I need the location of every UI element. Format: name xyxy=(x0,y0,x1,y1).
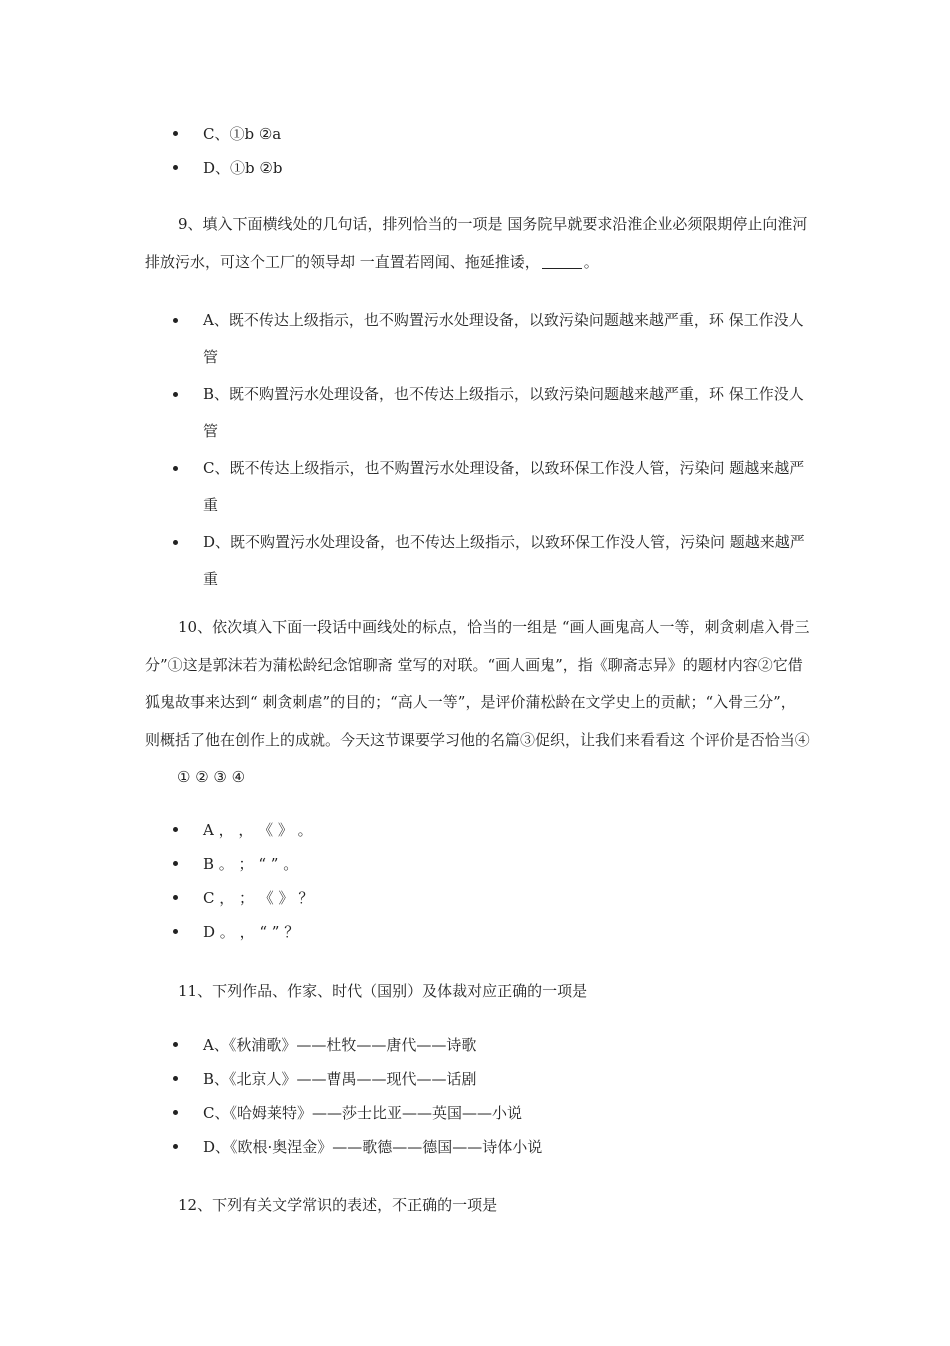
q9-options xyxy=(0,302,950,598)
bullet-icon xyxy=(173,540,178,545)
q8-option-d[interactable] xyxy=(0,151,950,185)
option-text: D、①b ②b xyxy=(203,159,283,177)
bullet-icon xyxy=(173,895,178,900)
option-text: B 。 ； “ ” 。 xyxy=(203,855,299,873)
q12-stem xyxy=(145,1190,810,1220)
q11-options xyxy=(0,1028,950,1164)
option-text: C、既不传达上级指示，也不购置污水处理设备，以致环保工作没人管，污染问 题越来越严重 xyxy=(203,459,805,514)
q10-option-c[interactable] xyxy=(0,881,950,915)
q9-stem xyxy=(145,206,810,281)
q9-stem-end: 。 xyxy=(583,252,599,271)
bullet-icon xyxy=(173,861,178,866)
option-text: B、既不购置污水处理设备，也不传达上级指示，以致污染问题越来越严重，环 保工作没人管 xyxy=(203,385,804,440)
option-text: D、《欧根·奥涅金》——歌德——德国——诗体小说 xyxy=(203,1138,543,1156)
option-text: A ， ， 《 》 。 xyxy=(203,821,313,839)
q11-stem-text: 11、下列作品、作家、时代（国别）及体裁对应正确的一项是 xyxy=(178,982,588,1000)
bullet-icon xyxy=(173,1144,178,1149)
q10-options xyxy=(0,813,950,949)
q10-option-a[interactable] xyxy=(0,813,950,847)
bullet-icon xyxy=(173,827,178,832)
q11-option-a[interactable] xyxy=(0,1028,950,1062)
bullet-icon xyxy=(173,392,178,397)
q8-option-c[interactable] xyxy=(0,117,950,151)
bullet-icon xyxy=(173,165,178,170)
q11-option-d[interactable] xyxy=(0,1130,950,1164)
bullet-icon xyxy=(173,1110,178,1115)
option-text: A、既不传达上级指示，也不购置污水处理设备，以致污染问题越来越严重，环 保工作没人管 xyxy=(203,311,804,366)
option-text: D、既不购置污水处理设备，也不传达上级指示，以致环保工作没人管，污染问 题越来越严重 xyxy=(203,533,805,588)
option-text: A、《秋浦歌》——杜牧——唐代——诗歌 xyxy=(203,1036,477,1054)
q12-stem-text: 12、下列有关文学常识的表述，不正确的一项是 xyxy=(178,1196,498,1214)
bullet-icon xyxy=(173,929,178,934)
option-text: C、①b ②a xyxy=(203,125,282,143)
q10-markers: ① ② ③ ④ xyxy=(177,768,246,786)
q11-option-b[interactable] xyxy=(0,1062,950,1096)
q9-stem-text: 9、填入下面横线处的几句话，排列恰当的一项是 国务院早就要求沿淮企业必须限期停止向淮河排放污水，可这个工厂的领导却 一直置若罔闻、拖延推诿， xyxy=(145,215,808,271)
q9-blank xyxy=(542,253,582,269)
bullet-icon xyxy=(173,131,178,136)
q9-option-b[interactable] xyxy=(0,376,950,450)
q10-option-d[interactable] xyxy=(0,915,950,949)
bullet-icon xyxy=(173,318,178,323)
bullet-icon xyxy=(173,466,178,471)
option-text: D 。 ， “ ” ？ xyxy=(203,923,300,941)
bullet-icon xyxy=(173,1076,178,1081)
q10-stem xyxy=(145,609,810,797)
option-text: B、《北京人》——曹禺——现代——话剧 xyxy=(203,1070,477,1088)
bullet-icon xyxy=(173,1042,178,1047)
q10-option-b[interactable] xyxy=(0,847,950,881)
q11-option-c[interactable] xyxy=(0,1096,950,1130)
q9-option-d[interactable] xyxy=(0,524,950,598)
option-text: C ， ； 《 》 ？ xyxy=(203,889,314,907)
q9-option-a[interactable] xyxy=(0,302,950,376)
q9-option-c[interactable] xyxy=(0,450,950,524)
q10-stem-text: 10、依次填入下面一段话中画线处的标点，恰当的一组是 “画人画鬼高人一等，刺贪刺虐入骨三分”①这是郭沫若为蒲松龄纪念馆聊斋 堂写的对联。“画人画鬼”，指《聊斋志异》的题材内容②它借狐鬼故事来达到“ 刺贪刺虐”的目的；“高人一等”，是评价蒲松龄在文学史上的贡献；“入骨三分”， 则概括了他在创作上的成就。今天这节课要学习他的名篇③促织，让我们来看看这 个评价是否恰当④ xyxy=(145,618,810,749)
option-text: C、《哈姆莱特》——莎士比亚——英国——小说 xyxy=(203,1104,522,1122)
q8-options xyxy=(0,117,950,185)
q11-stem xyxy=(145,976,810,1006)
